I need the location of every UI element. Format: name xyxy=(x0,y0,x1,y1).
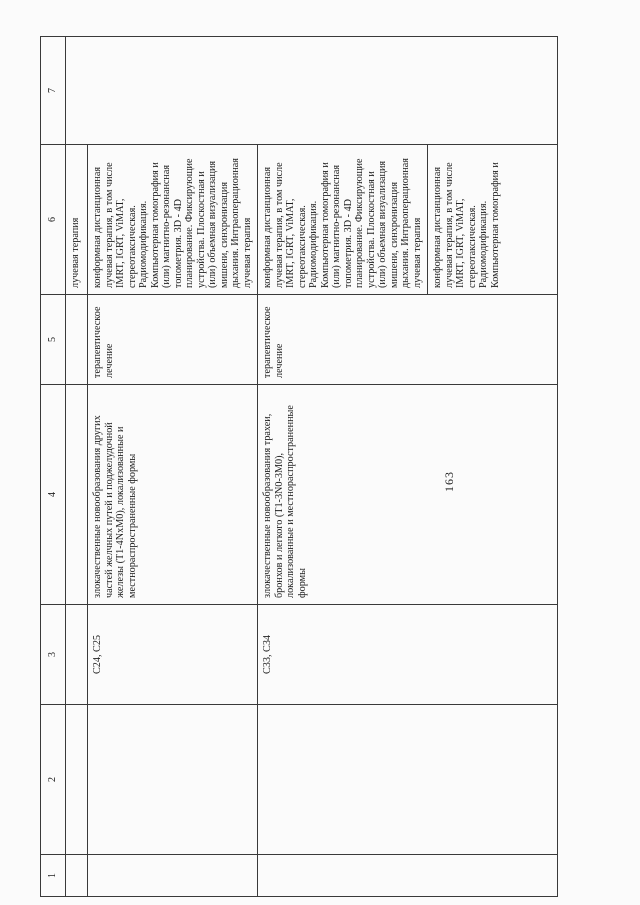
table-cell xyxy=(66,295,88,385)
method-text: конформная дистанционная лучевая терапия, в том числе IMRT, IGRT, ViMAT, стереотаксическая. Радиомодификация. Компьютерная томография и xyxy=(427,145,501,294)
column-number: 4 xyxy=(41,385,66,605)
table-cell xyxy=(258,705,558,855)
table-row-continuation xyxy=(66,37,88,897)
table-row xyxy=(88,37,258,897)
column-number: 5 xyxy=(41,295,66,385)
method-cell: лучевая терапия xyxy=(66,145,88,295)
column-number: 3 xyxy=(41,605,66,705)
icd-code-cell: C33, C34 xyxy=(258,605,558,705)
column-number: 6 xyxy=(41,145,66,295)
table-cell xyxy=(88,705,258,855)
column-number: 7 xyxy=(41,37,66,145)
treatment-table xyxy=(40,36,558,897)
rotated-sheet xyxy=(40,37,600,897)
table-cell xyxy=(66,705,88,855)
treatment-type-cell: терапевтическое лечение xyxy=(88,295,258,385)
diagnosis-cell: злокачественные новообразования трахеи, бронхов и легкого (T1-3N0-3M0), локализованные и местнораспространенные формы xyxy=(258,385,558,605)
method-cell: конформная дистанционная лучевая терапия, в том числе IMRT, IGRT, ViMAT, стереотаксическая. Радиомодификация. Компьютерная томография и (или) магнитно-резонансная топометрия. 3D - 4D планирование. Фиксирующие устройства. Плоскостная и (или) объемная визуализация мишени, синхронизация дыхания. Интраоперационная лучевая терапия xyxy=(88,145,258,295)
column-number: 1 xyxy=(41,855,66,897)
column-number-row xyxy=(41,37,66,897)
table-cell xyxy=(66,855,88,897)
table-cell xyxy=(88,855,258,897)
table-row xyxy=(258,37,558,897)
column-number: 2 xyxy=(41,705,66,855)
method-text: конформная дистанционная лучевая терапия, в том числе IMRT, IGRT, ViMAT, стереотаксическая. Радиомодификация. Компьютерная томография и (или) магнитно-резонансная топометрия. 3D - 4D планирование. Фиксирующие устройства. Плоскостная и (или) объемная визуализация мишени, синхронизация дыхания. Интраоперационная лучевая терапия xyxy=(262,158,423,288)
table-cell xyxy=(66,385,88,605)
treatment-type-cell: терапевтическое лечение xyxy=(258,295,558,385)
table-cell xyxy=(66,605,88,705)
page-number: 163 xyxy=(442,471,456,492)
icd-code-cell: C24, C25 xyxy=(88,605,258,705)
method-cell xyxy=(258,145,558,295)
table-cell xyxy=(66,37,558,145)
table-cell xyxy=(258,855,558,897)
diagnosis-cell: злокачественные новообразования других частей желчных путей и поджелудочной железы (T1-4NxM0), локализованные и местнораспространенные формы xyxy=(88,385,258,605)
